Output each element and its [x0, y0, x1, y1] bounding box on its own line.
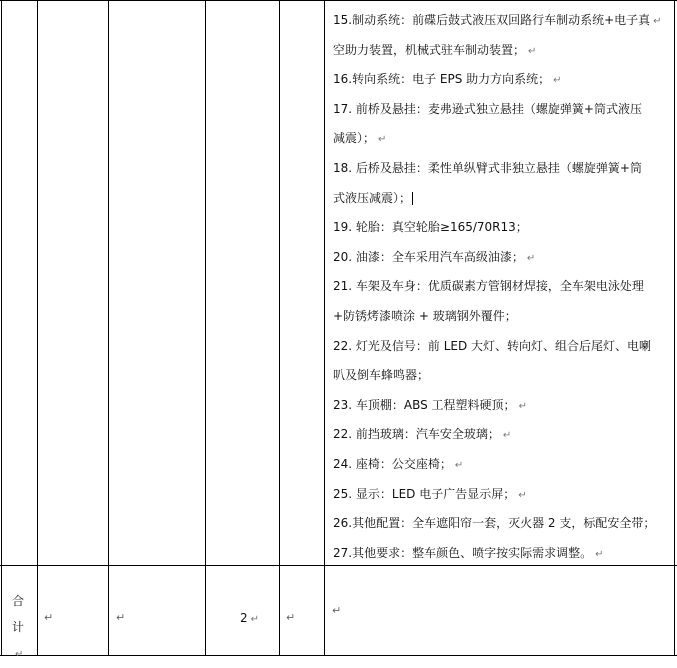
spec-line: 式液压减震）；: [333, 190, 412, 205]
spec-line: +防锈烤漆喷涂 + 玻璃钢外覆件；: [333, 308, 517, 323]
spec-line: 22. 灯光及信号：前 LED 大灯、转向灯、组合后尾灯、电喇: [333, 338, 652, 353]
spec-list: [333, 6, 671, 568]
total-label-line2: 计↵: [12, 620, 25, 660]
table-col-border-1: [37, 0, 38, 656]
spec-line: 20. 油漆：全车采用汽车高级油漆； ↵: [333, 249, 536, 264]
spec-line: 16.转向系统：电子 EPS 助力方向系统； ↵: [333, 72, 562, 87]
spec-line: 18. 后桥及悬挂：柔性单纵臂式非独立悬挂（螺旋弹簧+筒: [333, 160, 642, 175]
table-bottom-border: [0, 655, 677, 656]
table-col-border-2: [108, 0, 109, 656]
spec-line: 26.其他配置：全车遮阳帘一套，灭火器 2 支，标配安全带；: [333, 516, 656, 531]
spec-line: 19. 轮胎：真空轮胎≥165/70R13；: [333, 220, 528, 235]
empty-cell-mark: ↵: [332, 604, 342, 617]
total-row-label: [12, 588, 32, 668]
spec-line: 叭及倒车蜂鸣器；: [333, 368, 430, 383]
total-quantity: 2 ↵: [240, 611, 260, 625]
table-col-border-4: [279, 0, 280, 656]
table-col-border-6: [674, 0, 675, 656]
text-caret: [412, 192, 413, 205]
table-col-border-0: [1, 0, 2, 656]
empty-cell-mark: ↵: [286, 611, 296, 624]
spec-line: 22. 前挡玻璃：汽车安全玻璃； ↵: [333, 427, 512, 442]
table-col-border-5: [324, 0, 325, 656]
spec-line: 24. 座椅：公交座椅； ↵: [333, 456, 464, 471]
spec-line: 15.制动系统：前碟后鼓式液压双回路行车制动系统+电子真 ↵: [333, 13, 662, 27]
spec-line: 25. 显示：LED 电子广告显示屏； ↵: [333, 486, 527, 501]
empty-cell-mark: ↵: [116, 611, 126, 624]
spec-line: 21. 车架及车身：优质碳素方管钢材焊接，全车架电泳处理: [333, 279, 644, 294]
table-col-border-3: [205, 0, 206, 656]
spec-line: 空助力装置，机械式驻车制动装置； ↵: [333, 42, 537, 57]
spec-line: 减震）； ↵: [333, 131, 387, 146]
empty-cell-mark: ↵: [44, 611, 54, 624]
table-top-border: [0, 0, 677, 1]
spec-line: 23. 车顶棚：ABS 工程塑料硬顶； ↵: [333, 397, 527, 412]
spec-line: 27.其他要求：整车颜色、喷字按实际需求调整。 ↵: [333, 545, 604, 560]
total-label-line1: 合: [12, 594, 25, 608]
spec-line: 17. 前桥及悬挂：麦弗逊式独立悬挂（螺旋弹簧+筒式液压: [333, 101, 642, 116]
